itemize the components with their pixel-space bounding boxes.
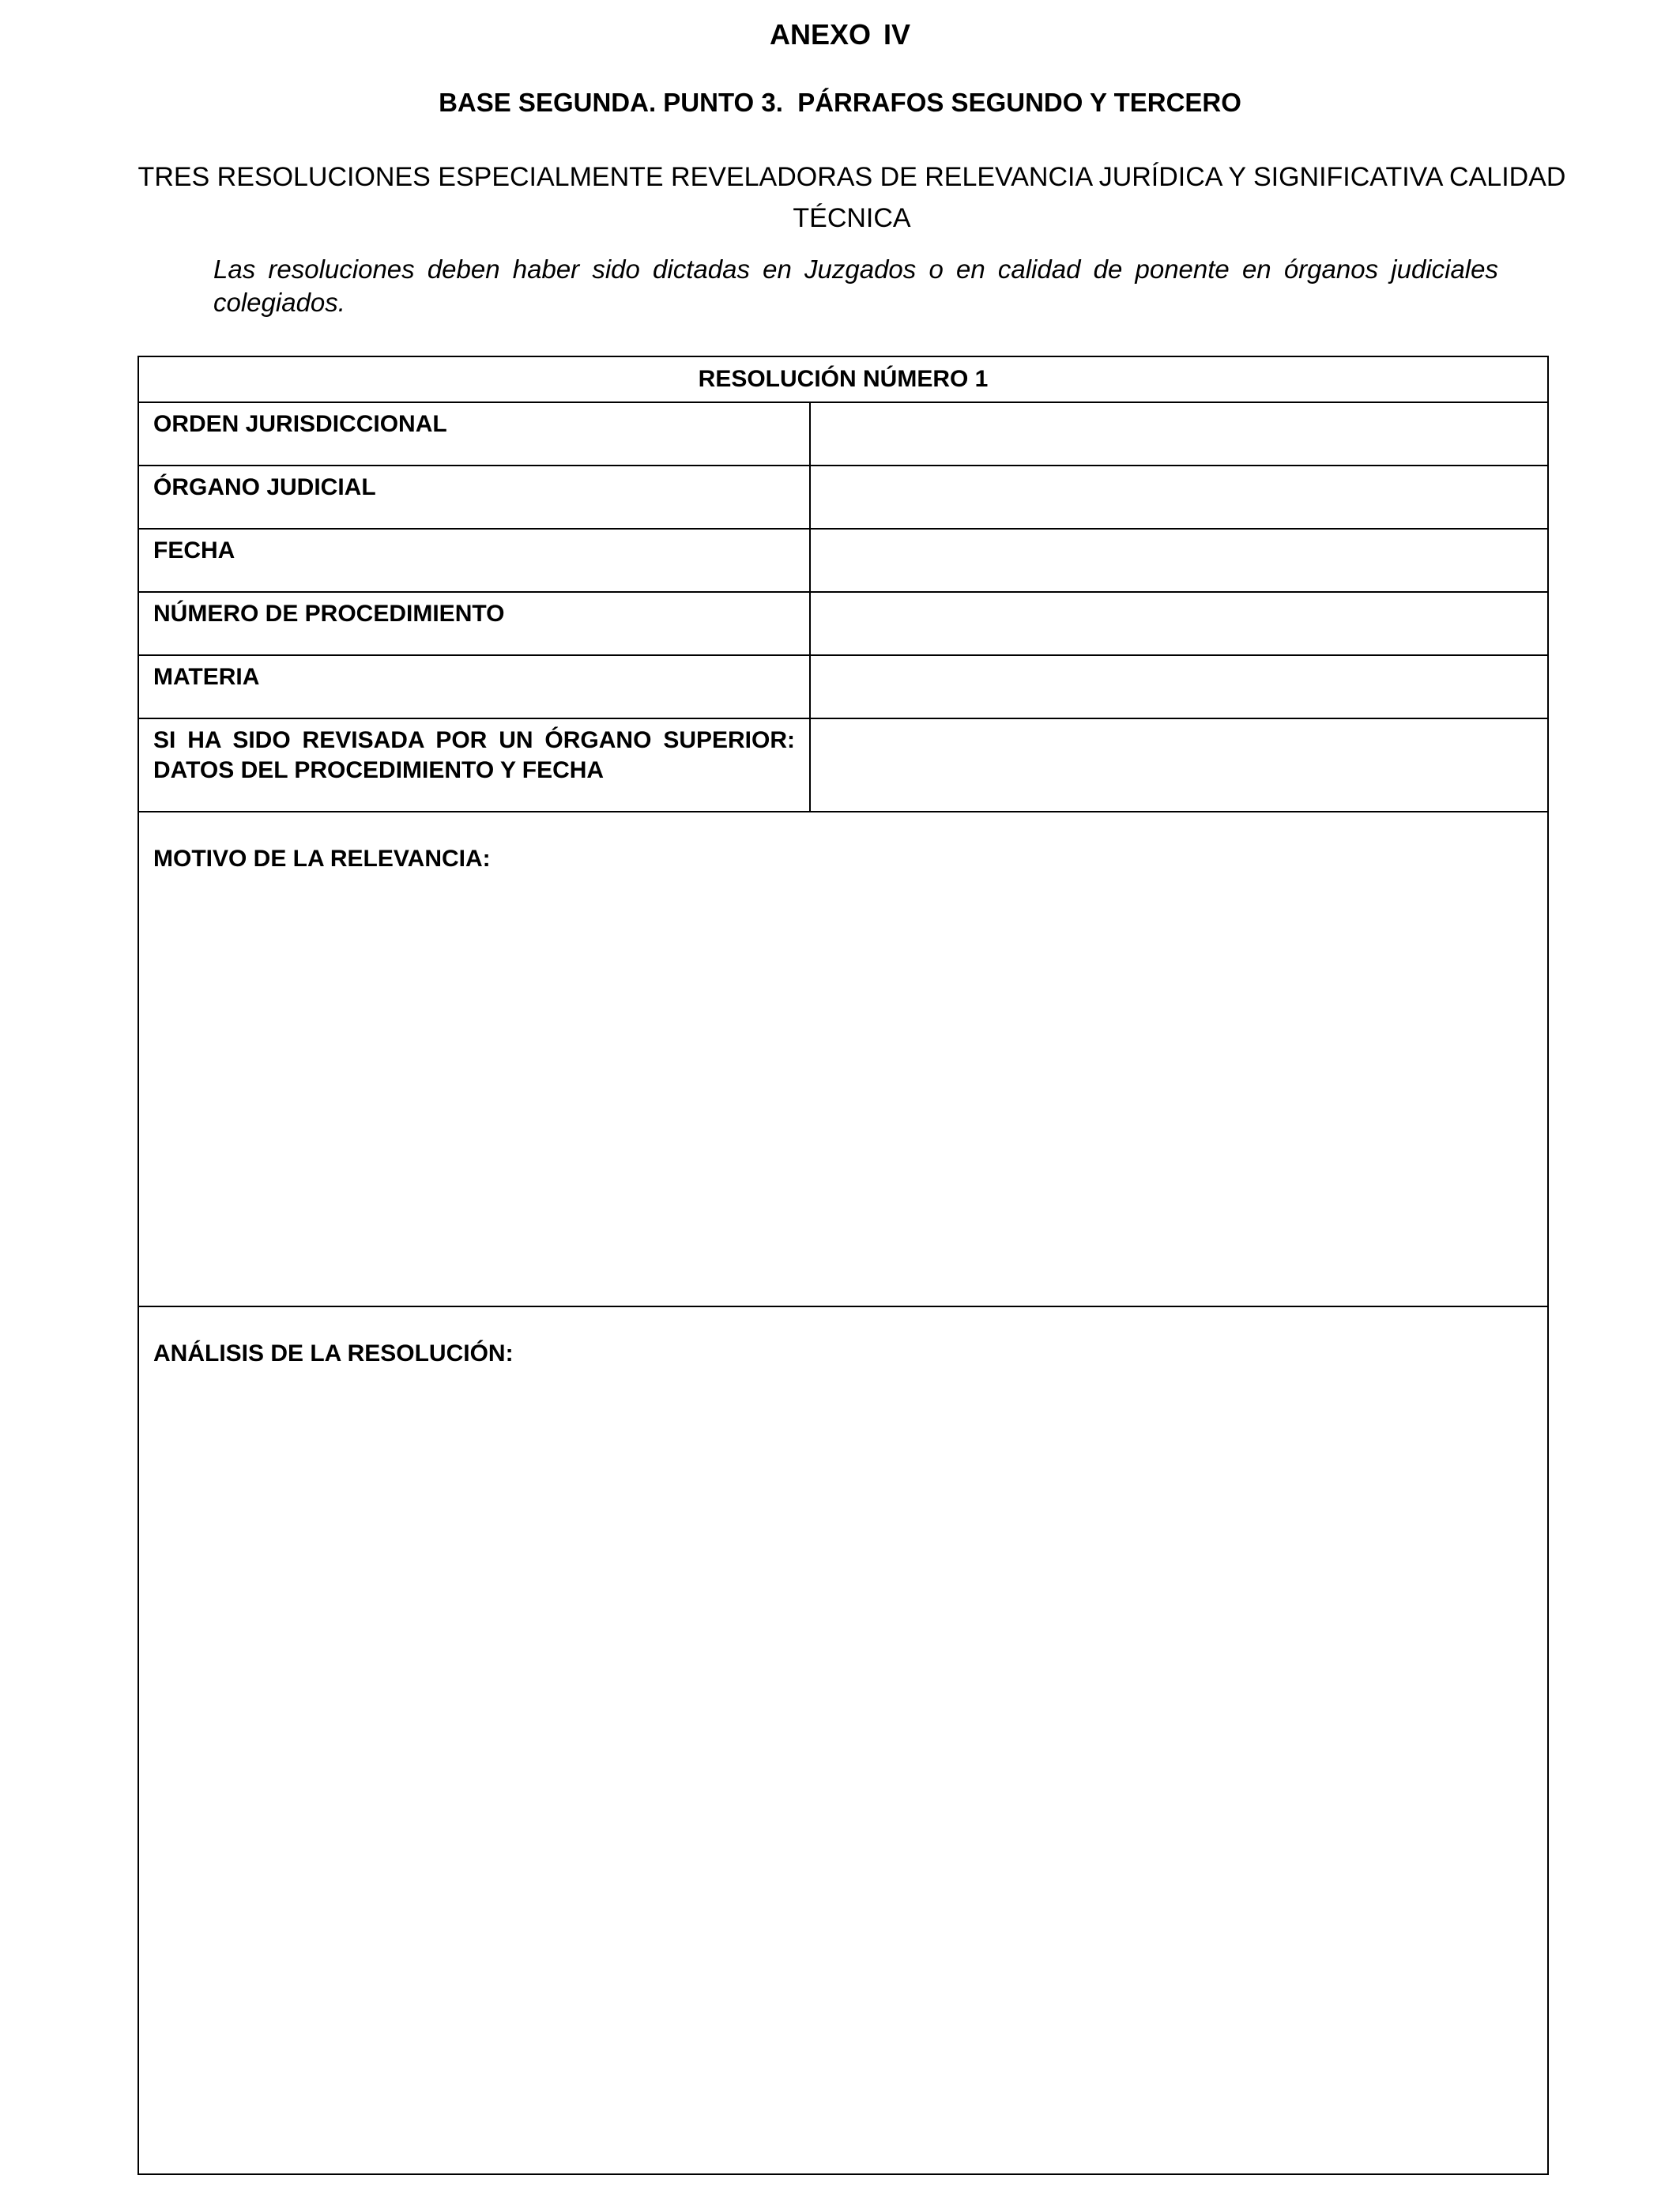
motivo-relevancia-cell[interactable]	[138, 812, 1548, 1306]
document-subtitle: TRES RESOLUCIONES ESPECIALMENTE REVELADORAS DE RELEVANCIA JURÍDICA Y SIGNIFICATIVA CALIDAD TÉCNICA	[137, 162, 1566, 233]
form-title-cell	[138, 356, 1548, 402]
form-row	[138, 718, 1548, 812]
row-label-organo-judicial: ÓRGANO JUDICIAL	[138, 466, 810, 529]
form-row	[138, 529, 1548, 592]
row-label-numero-procedimiento: NÚMERO DE PROCEDIMIENTO	[138, 592, 810, 655]
base-title: BASE SEGUNDA. PUNTO 3. PÁRRAFOS SEGUNDO Y TERCERO	[439, 88, 1241, 117]
instruction-note: Las resoluciones deben haber sido dictadas en Juzgados o en calidad de ponente en órganos judiciales colegiados.	[213, 254, 1498, 317]
row-label-fecha: FECHA	[138, 529, 810, 592]
analisis-resolucion-label: ANÁLISIS DE LA RESOLUCIÓN:	[153, 1340, 514, 1367]
row-value-materia[interactable]	[810, 655, 1548, 718]
row-label-orden-jurisdiccional: ORDEN JURISDICCIONAL	[138, 402, 810, 466]
form-row	[138, 655, 1548, 718]
resolution-form-table	[137, 356, 1549, 2175]
motivo-relevancia-label: MOTIVO DE LA RELEVANCIA:	[153, 846, 491, 872]
row-label-revision-organo-superior: SI HA SIDO REVISADA POR UN ÓRGANO SUPERIOR: DATOS DEL PROCEDIMIENTO Y FECHA	[138, 718, 810, 812]
row-value-organo-judicial[interactable]	[810, 466, 1548, 529]
row-value-orden-jurisdiccional[interactable]	[810, 402, 1548, 466]
row-label-materia: MATERIA	[138, 655, 810, 718]
form-title: RESOLUCIÓN NÚMERO 1	[698, 366, 989, 392]
form-row	[138, 592, 1548, 655]
annex-title: ANEXO IV	[769, 18, 911, 51]
row-value-revision-organo-superior[interactable]	[810, 718, 1548, 812]
form-row	[138, 402, 1548, 466]
analisis-resolucion-cell[interactable]	[138, 1306, 1548, 2174]
row-value-fecha[interactable]	[810, 529, 1548, 592]
form-row	[138, 466, 1548, 529]
row-value-numero-procedimiento[interactable]	[810, 592, 1548, 655]
